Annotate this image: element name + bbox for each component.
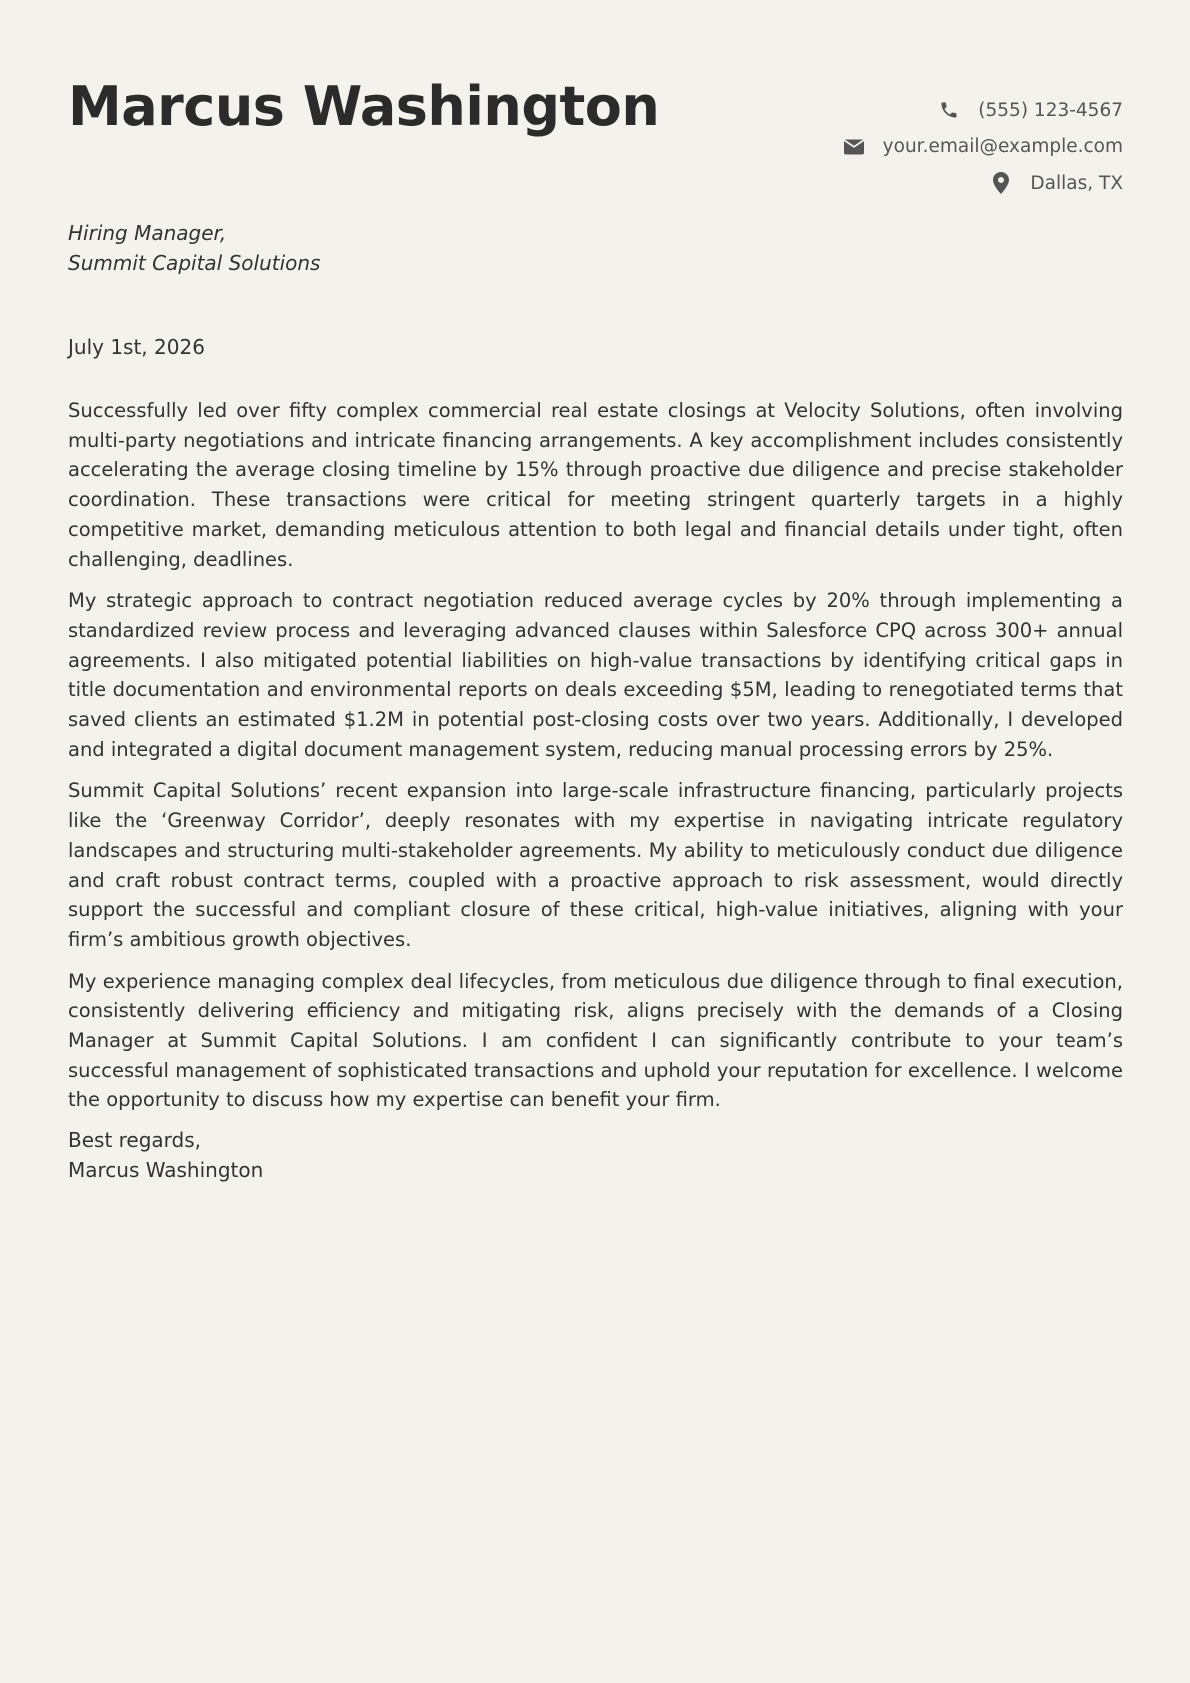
closing-signature: Marcus Washington <box>68 1157 264 1182</box>
closing-salutation: Best regards, <box>68 1128 202 1152</box>
phone-number: (555) 123-4567 <box>978 99 1123 121</box>
contact-location <box>843 165 1123 202</box>
recipient-block <box>68 219 320 278</box>
map-pin-icon <box>990 172 1012 194</box>
recipient-company: Summit Capital Solutions <box>68 250 321 275</box>
letter-body <box>68 396 1123 1127</box>
contact-email <box>843 129 1123 166</box>
contact-block <box>843 92 1123 202</box>
contact-phone <box>843 92 1123 129</box>
letter-date: July 1st, 2026 <box>68 335 205 359</box>
email-address: your.email@example.com <box>882 136 1123 158</box>
paragraph-4: My experience managing complex deal lifecycles, from meticulous due diligence through to final execution, consistently delivering efficiency and mitigating risk, aligns precisely with the demands of a Closing Manager at Summit Capital Solutions. I am confident I can significantly contribute to your team’s successful management of sophisticated transactions and uphold your reputation for excellence. I welcome the opportunity to discuss how my expertise can benefit your firm. <box>68 969 1123 1112</box>
phone-icon <box>938 99 960 121</box>
location-text: Dallas, TX <box>1030 172 1123 194</box>
envelope-icon <box>843 136 865 158</box>
closing-block <box>68 1126 263 1185</box>
applicant-name: Marcus Washington <box>68 75 660 138</box>
paragraph-3: Summit Capital Solutions’ recent expansion into large-scale infrastructure financing, particularly projects like the ‘Greenway Corridor’, deeply resonates with my expertise in navigating intricate regulatory landscapes and structuring multi-stakeholder agreements. My ability to meticulously conduct due diligence and craft robust contract terms, coupled with a proactive approach to risk assessment, would directly support the successful and compliant closure of these critical, high-value initiatives, aligning with your firm’s ambitious growth objectives. <box>68 779 1123 951</box>
recipient-title: Hiring Manager, <box>68 221 227 245</box>
paragraph-1: Successfully led over fifty complex commercial real estate closings at Velocity Solutions, often involving multi-party negotiations and intricate financing arrangements. A key accomplishment includes consistently accelerating the average closing timeline by 15% through proactive due diligence and precise stakeholder coordination. These transactions were critical for meeting stringent quarterly targets in a highly competitive market, demanding meticulous attention to both legal and financial details under tight, often challenging, deadlines. <box>68 399 1123 571</box>
paragraph-2: My strategic approach to contract negotiation reduced average cycles by 20% through implementing a standardized review process and leveraging advanced clauses within Salesforce CPQ across 300+ annual agreements. I also mitigated potential liabilities on high-value transactions by identifying critical gaps in title documentation and environmental reports on deals exceeding $5M, leading to renegotiated terms that saved clients an estimated $1.2M in potential post-closing costs over two years. Additionally, I developed and integrated a digital document management system, reducing manual processing errors by 25%. <box>68 589 1123 761</box>
